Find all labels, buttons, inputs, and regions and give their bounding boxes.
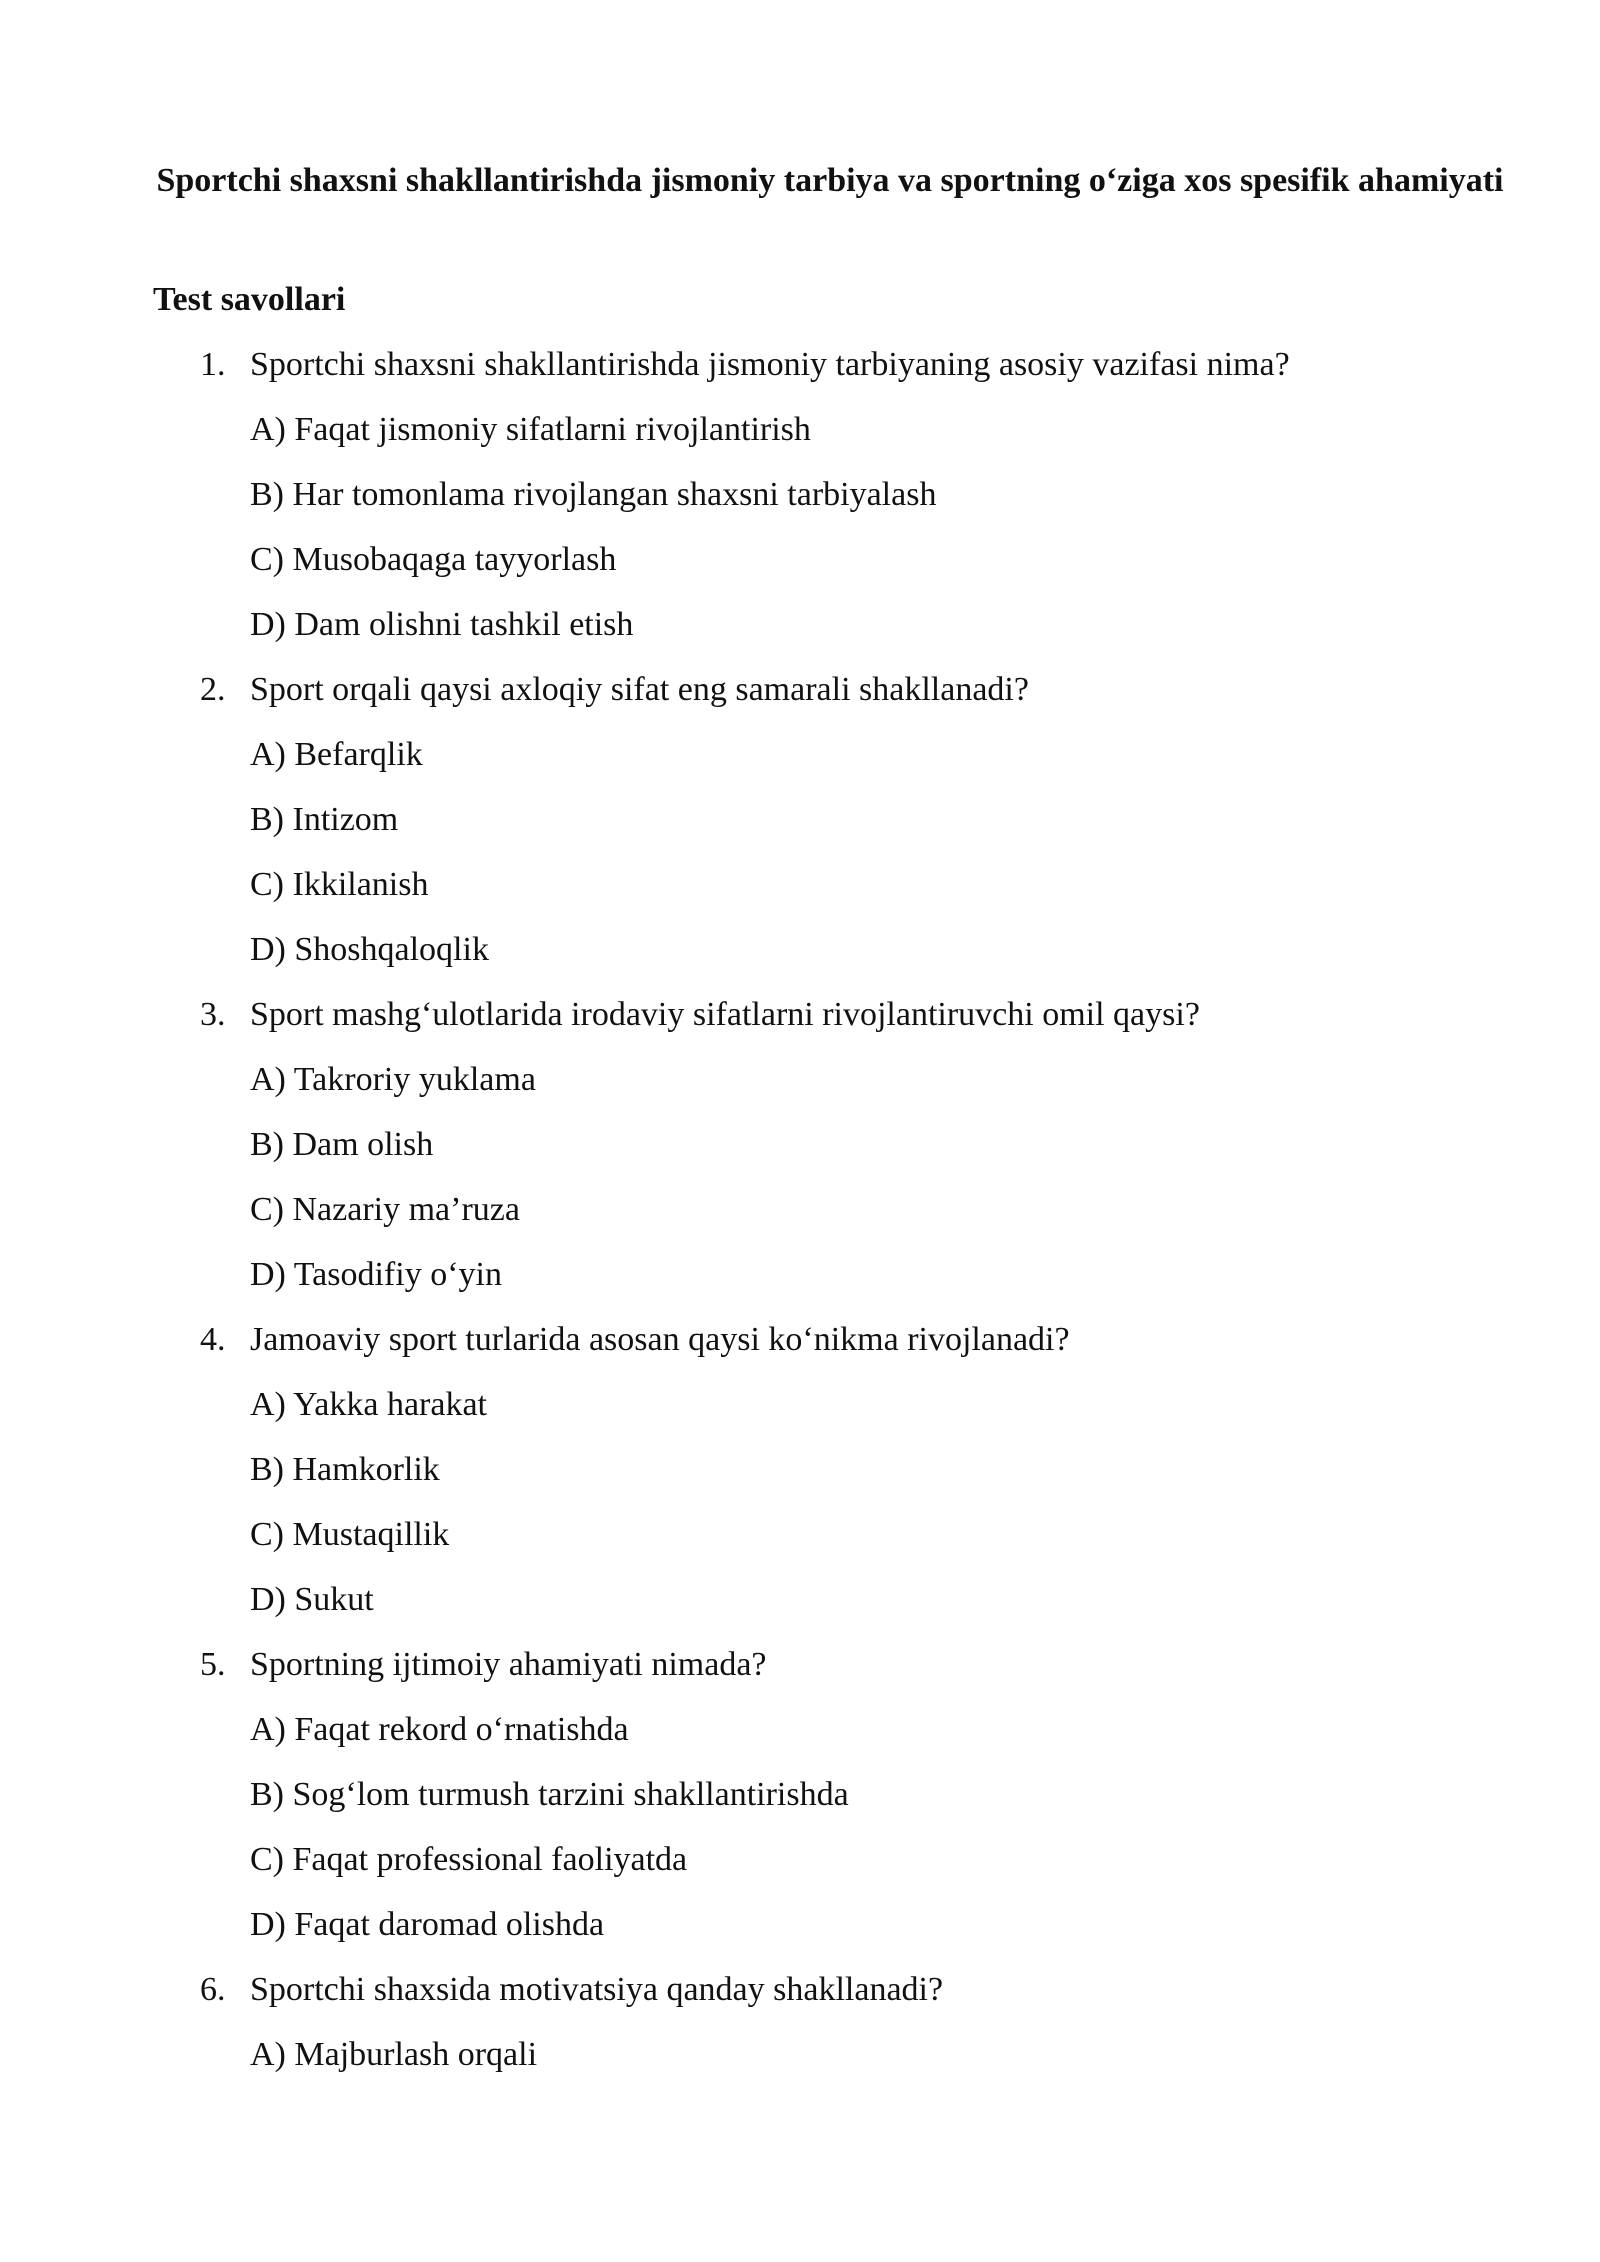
option-text: D) Tasodifiy o‘yin [250, 1256, 502, 1293]
option-text: B) Sog‘lom turmush tarzini shakllantirishda [250, 1776, 849, 1813]
answer-option [0, 540, 1600, 605]
answer-option [0, 1580, 1600, 1645]
option-text: C) Faqat professional faoliyatda [250, 1841, 688, 1878]
answer-option [0, 865, 1600, 930]
option-text: A) Faqat jismoniy sifatlarni rivojlantirish [250, 411, 811, 448]
question-text: Sport orqali qaysi axloqiy sifat eng samarali shakllanadi? [250, 671, 1029, 708]
answer-option [0, 1125, 1600, 1190]
option-text: C) Mustaqillik [250, 1516, 450, 1553]
question-number: 1. [200, 346, 226, 383]
answer-option [0, 475, 1600, 540]
question-line [0, 1970, 1600, 2035]
option-text: D) Sukut [250, 1581, 374, 1618]
option-text: A) Faqat rekord o‘rnatishda [250, 1711, 629, 1748]
question-text: Sportchi shaxsni shakllantirishda jismoniy tarbiyaning asosiy vazifasi nima? [250, 346, 1290, 383]
answer-option [0, 1190, 1600, 1255]
option-text: C) Ikkilanish [250, 866, 429, 903]
question-line [0, 995, 1600, 1060]
option-text: A) Befarqlik [250, 736, 423, 773]
answer-option [0, 2035, 1600, 2100]
option-text: B) Har tomonlama rivojlangan shaxsni tarbiyalash [250, 476, 937, 513]
question-line [0, 670, 1600, 735]
answer-option [0, 605, 1600, 670]
question-number: 2. [200, 671, 226, 708]
answer-option [0, 1840, 1600, 1905]
answer-options [0, 1385, 1600, 1645]
answer-options [0, 2035, 1600, 2100]
answer-option [0, 410, 1600, 475]
answer-option [0, 1255, 1600, 1320]
option-text: A) Yakka harakat [250, 1386, 487, 1423]
question-text: Sportning ijtimoiy ahamiyati nimada? [250, 1646, 767, 1683]
answer-option [0, 1515, 1600, 1580]
answer-option [0, 1060, 1600, 1125]
option-text: B) Intizom [250, 801, 399, 838]
answer-option [0, 1775, 1600, 1840]
question-line [0, 1320, 1600, 1385]
answer-option [0, 1905, 1600, 1970]
question-item [0, 1320, 1600, 1645]
question-line [0, 1645, 1600, 1710]
question-number: 4. [200, 1321, 226, 1358]
option-text: A) Majburlash orqali [250, 2036, 538, 2073]
question-item [0, 670, 1600, 995]
option-text: C) Musobaqaga tayyorlash [250, 541, 617, 578]
question-text: Jamoaviy sport turlarida asosan qaysi ko‘nikma rivojlanadi? [250, 1321, 1070, 1358]
question-text: Sport mashg‘ulotlarida irodaviy sifatlarni rivojlantiruvchi omil qaysi? [250, 996, 1200, 1033]
question-item [0, 1645, 1600, 1970]
question-item [0, 995, 1600, 1320]
option-text: B) Dam olish [250, 1126, 434, 1163]
option-text: C) Nazariy ma’ruza [250, 1191, 520, 1228]
answer-options [0, 410, 1600, 670]
answer-option [0, 1385, 1600, 1450]
question-number: 6. [200, 1971, 226, 2008]
question-number: 3. [200, 996, 226, 1033]
option-text: B) Hamkorlik [250, 1451, 440, 1488]
answer-options [0, 1710, 1600, 1970]
question-item [0, 345, 1600, 670]
section-heading: Test savollari [153, 281, 346, 318]
option-text: D) Dam olishni tashkil etish [250, 606, 634, 643]
answer-options [0, 735, 1600, 995]
question-item [0, 1970, 1600, 2100]
question-line [0, 345, 1600, 410]
option-text: A) Takroriy yuklama [250, 1061, 536, 1098]
option-text: D) Shoshqaloqlik [250, 931, 489, 968]
document-title: Sportchi shaxsni shakllantirishda jismoniy tarbiya va sportning o‘ziga xos spesifik ahamiyati [156, 162, 1504, 199]
question-number: 5. [200, 1646, 226, 1683]
answer-option [0, 800, 1600, 865]
answer-option [0, 930, 1600, 995]
option-text: D) Faqat daromad olishda [250, 1906, 605, 1943]
answer-option [0, 735, 1600, 800]
answer-option [0, 1710, 1600, 1775]
question-text: Sportchi shaxsida motivatsiya qanday shakllanadi? [250, 1971, 944, 2008]
answer-options [0, 1060, 1600, 1320]
question-list [0, 345, 1600, 2100]
answer-option [0, 1450, 1600, 1515]
